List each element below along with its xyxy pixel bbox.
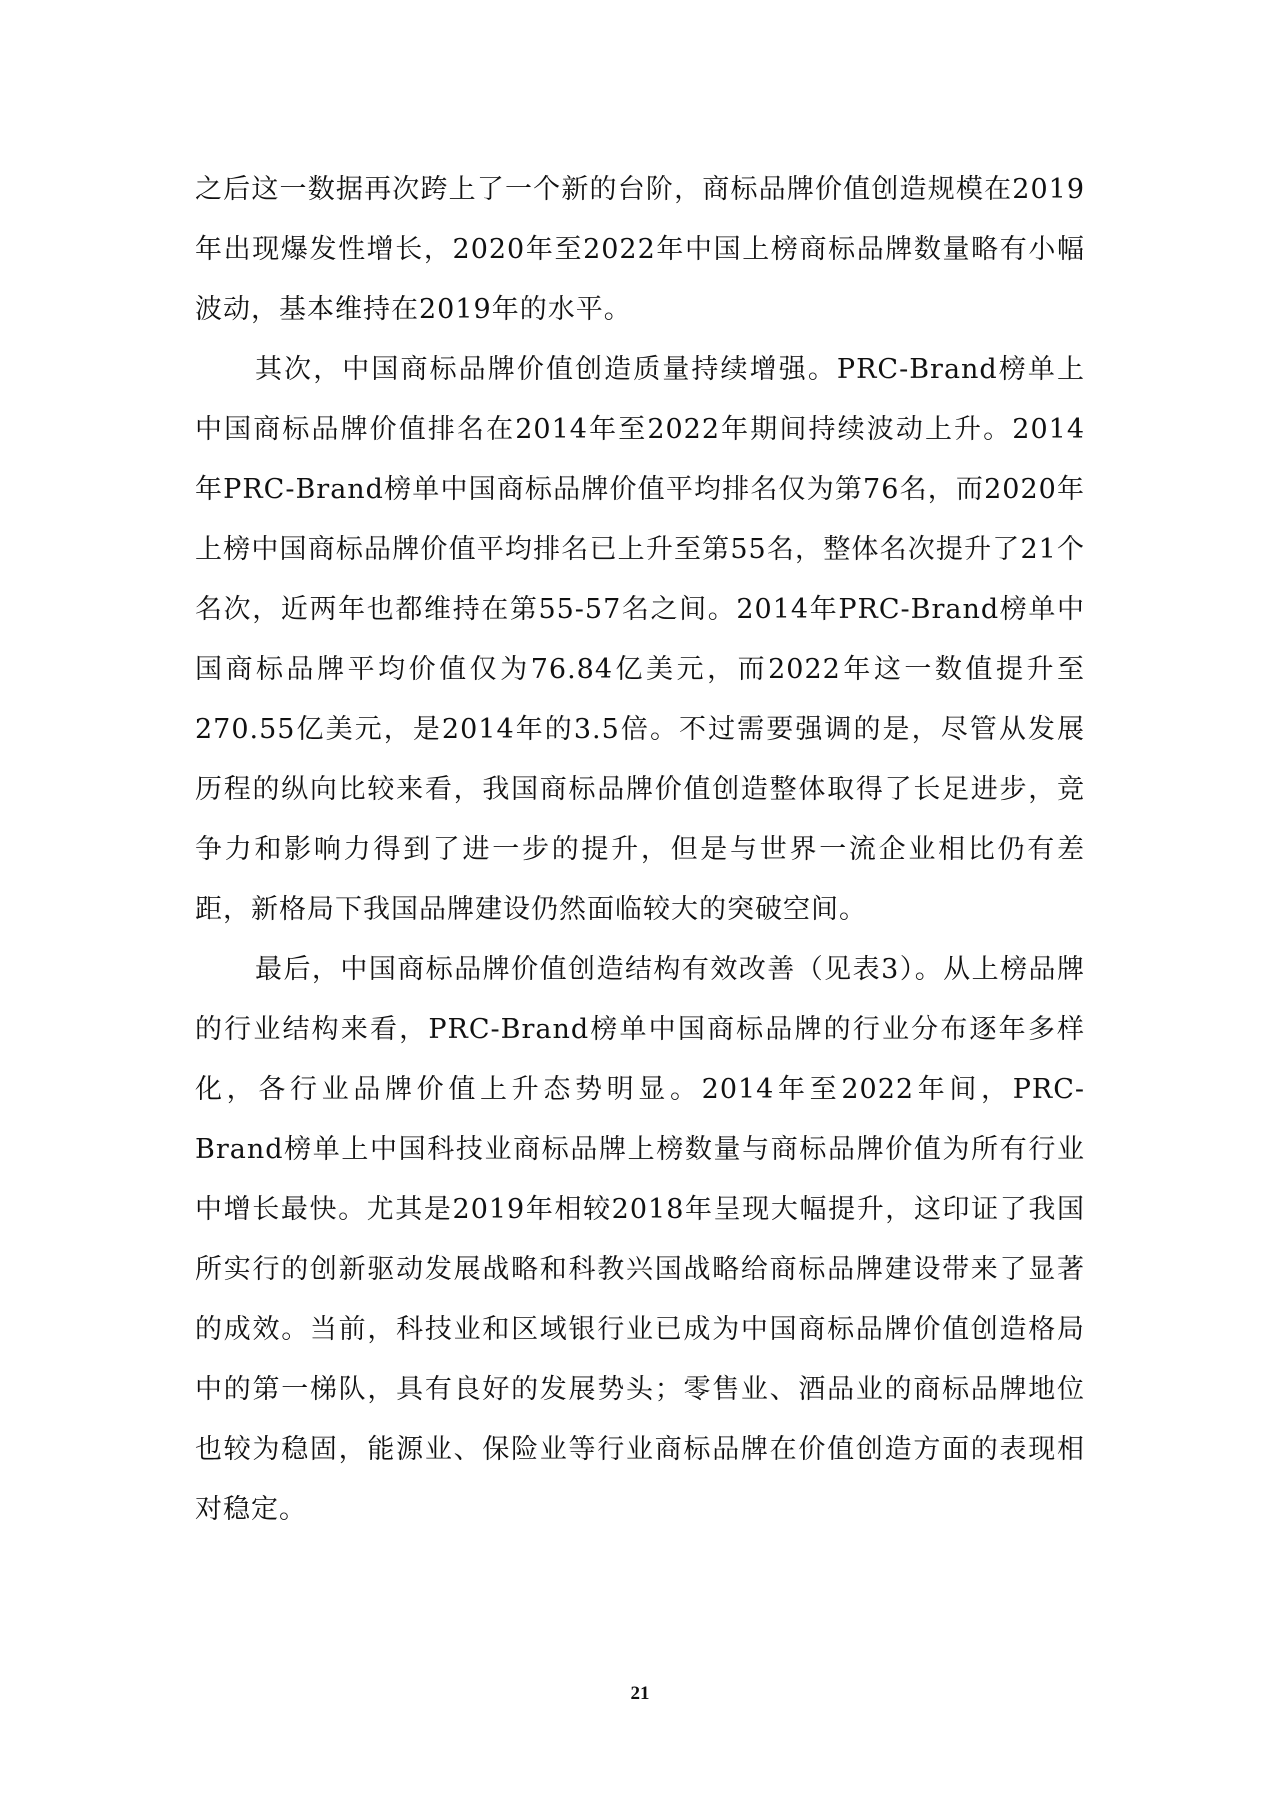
paragraph-quality: 其次，中国商标品牌价值创造质量持续增强。PRC-Brand榜单上中国商标品牌价值排名在2014年至2022年期间持续波动上升。2014年PRC-Brand榜单中国商标品牌价值平均排名仅为第76名，而2020年上榜中国商标品牌价值平均排名已上升至第55名，整体名次提升了21个名次，近两年也都维持在第55-57名之间。2014年PRC-Brand榜单中国商标品牌平均价值仅为76.84亿美元，而2022年这一数值提升至270.55亿美元，是2014年的3.5倍。不过需要强调的是，尽管从发展历程的纵向比较来看，我国商标品牌价值创造整体取得了长足进步，竞争力和影响力得到了进一步的提升，但是与世界一流企业相比仍有差距，新格局下我国品牌建设仍然面临较大的突破空间。 <box>195 354 1085 925</box>
body-text <box>195 160 1085 1540</box>
page-number: 21 <box>630 1683 650 1704</box>
paragraph-structure: 最后，中国商标品牌价值创造结构有效改善（见表3）。从上榜品牌的行业结构来看，PRC-Brand榜单中国商标品牌的行业分布逐年多样化，各行业品牌价值上升态势明显。2014年至2022年间，PRC-Brand榜单上中国科技业商标品牌上榜数量与商标品牌价值为所有行业中增长最快。尤其是2019年相较2018年呈现大幅提升，这印证了我国所实行的创新驱动发展战略和科教兴国战略给商标品牌建设带来了显著的成效。当前，科技业和区域银行业已成为中国商标品牌价值创造格局中的第一梯队，具有良好的发展势头；零售业、酒品业的商标品牌地位也较为稳固，能源业、保险业等行业商标品牌在价值创造方面的表现相对稳定。 <box>195 954 1085 1525</box>
paragraph-continuation: 之后这一数据再次跨上了一个新的台阶，商标品牌价值创造规模在2019年出现爆发性增长，2020年至2022年中国上榜商标品牌数量略有小幅波动，基本维持在2019年的水平。 <box>195 174 1085 325</box>
